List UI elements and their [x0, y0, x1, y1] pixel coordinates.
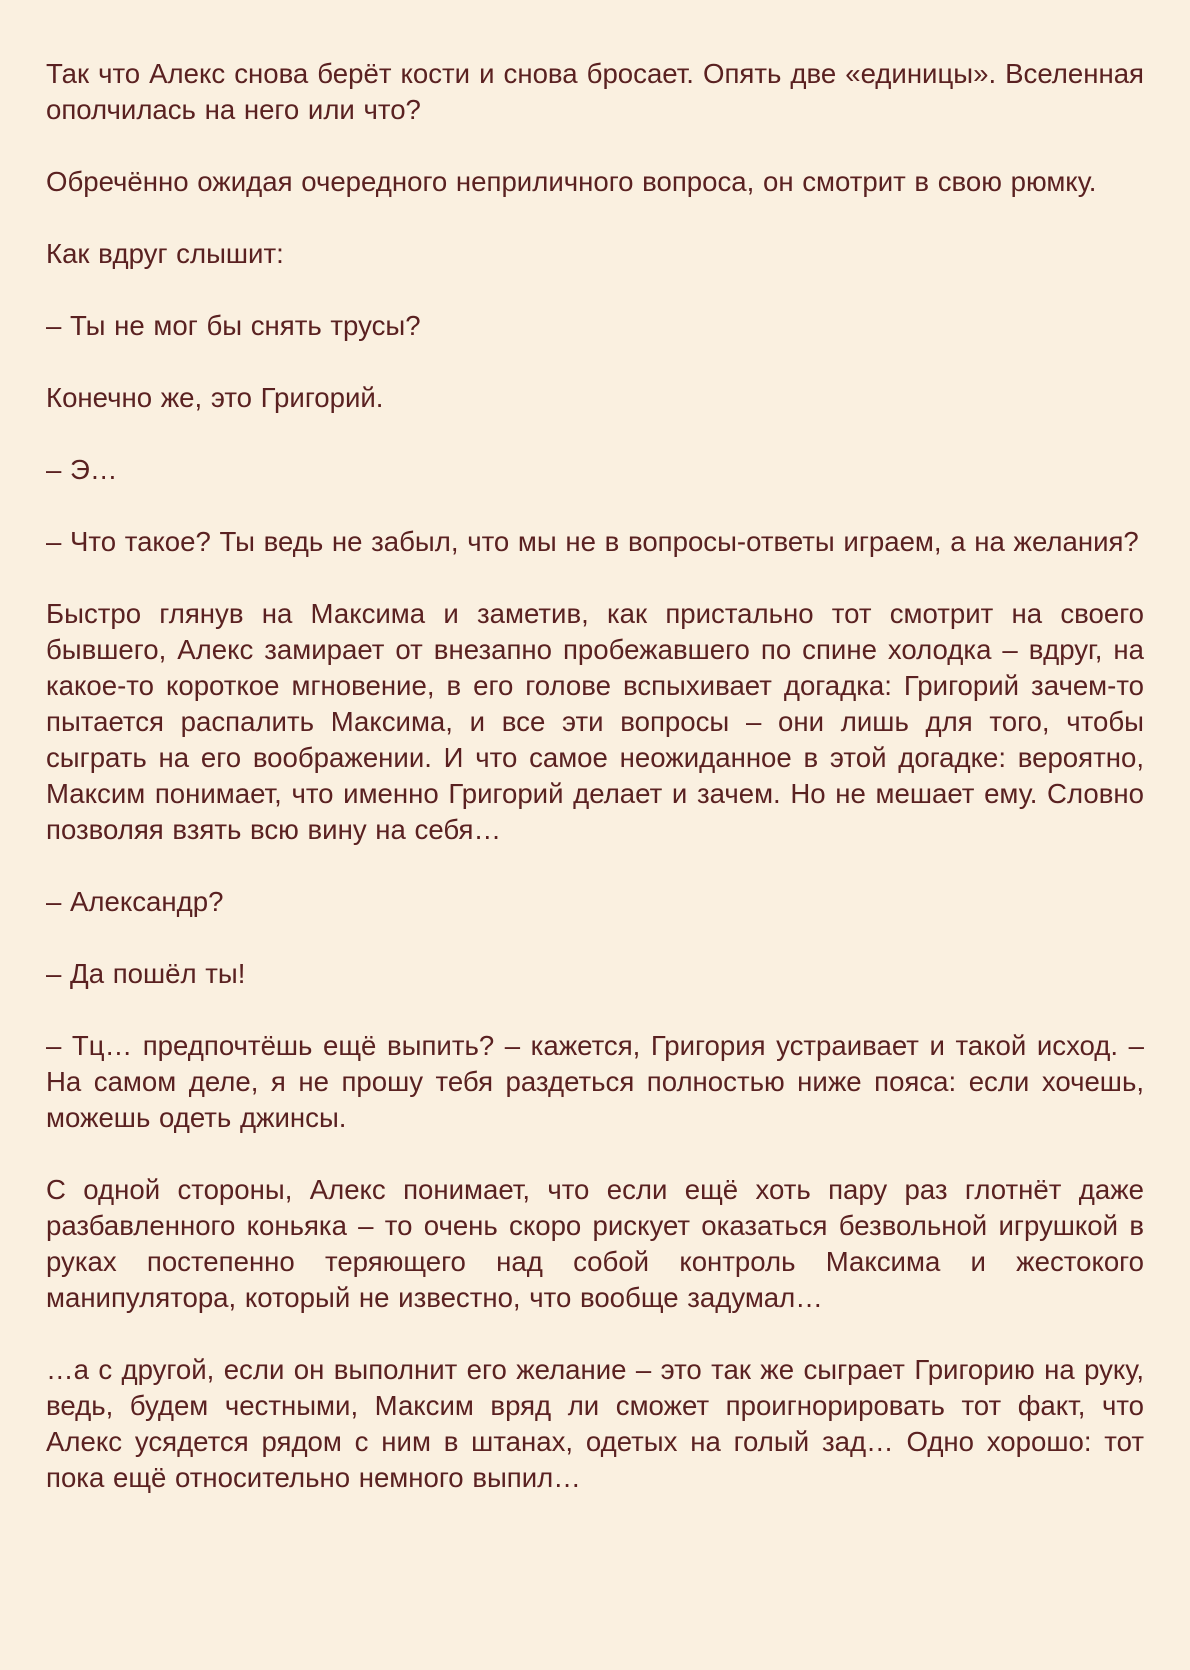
paragraph-dialogue-question: – Ты не мог бы снять трусы?	[46, 310, 421, 341]
paragraph-dialogue-hesitation: – Э…	[46, 454, 118, 485]
paragraph-realization: Быстро глянув на Максима и заметив, как пристально тот смотрит на своего бывшего, Алекс замирает от внезапно пробежавшего по спине холодка – вдруг, на какое-то короткое мгновение, в его голове вспыхивает догадка: Григорий зачем-то пытается распалить Максима, и все эти вопросы – они лишь для того, чтобы сыграть на его воображении. И что самое неожиданное в этой догадке: вероятно, Максим понимает, что именно Григорий делает и зачем. Но не мешает ему. Словно позволяя взять всю вину на себя…	[46, 598, 1144, 845]
paragraph-grigory: Конечно же, это Григорий.	[46, 382, 384, 413]
paragraph-other-hand: …а с другой, если он выполнит его желание – это так же сыграет Григорию на руку, ведь, будем честными, Максим вряд ли сможет проигнорировать тот факт, что Алекс усядется рядом с ним в штанах, одетых на голый зад… Одно хорошо: тот пока ещё относительно немного выпил…	[46, 1354, 1144, 1493]
paragraph-dialogue-wishes: – Что такое? Ты ведь не забыл, что мы не в вопросы-ответы играем, а на желания?	[46, 526, 1139, 557]
paragraph-dialogue-drink: – Тц… предпочтёшь ещё выпить? – кажется, Григория устраивает и такой исход. – На самом деле, я не прошу тебя раздеться полностью ниже пояса: если хочешь, можешь одеть джинсы.	[46, 1030, 1144, 1133]
paragraph-one-hand: С одной стороны, Алекс понимает, что если ещё хоть пару раз глотнёт даже разбавленного коньяка – то очень скоро рискует оказаться безвольной игрушкой в руках постепенно теряющего над собой контроль Максима и жестокого манипулятора, который не известно, что вообще задумал…	[46, 1174, 1144, 1313]
paragraph-dialogue-alexander: – Александр?	[46, 886, 224, 917]
paragraph-dialogue-refusal: – Да пошёл ты!	[46, 958, 246, 989]
paragraph-dice-roll: Так что Алекс снова берёт кости и снова бросает. Опять две «единицы». Вселенная ополчилась на него или что?	[46, 58, 1144, 125]
paragraph-doomed-waiting: Обречённо ожидая очередного неприличного вопроса, он смотрит в свою рюмку.	[46, 166, 1097, 197]
paragraph-suddenly-hears: Как вдруг слышит:	[46, 238, 284, 269]
